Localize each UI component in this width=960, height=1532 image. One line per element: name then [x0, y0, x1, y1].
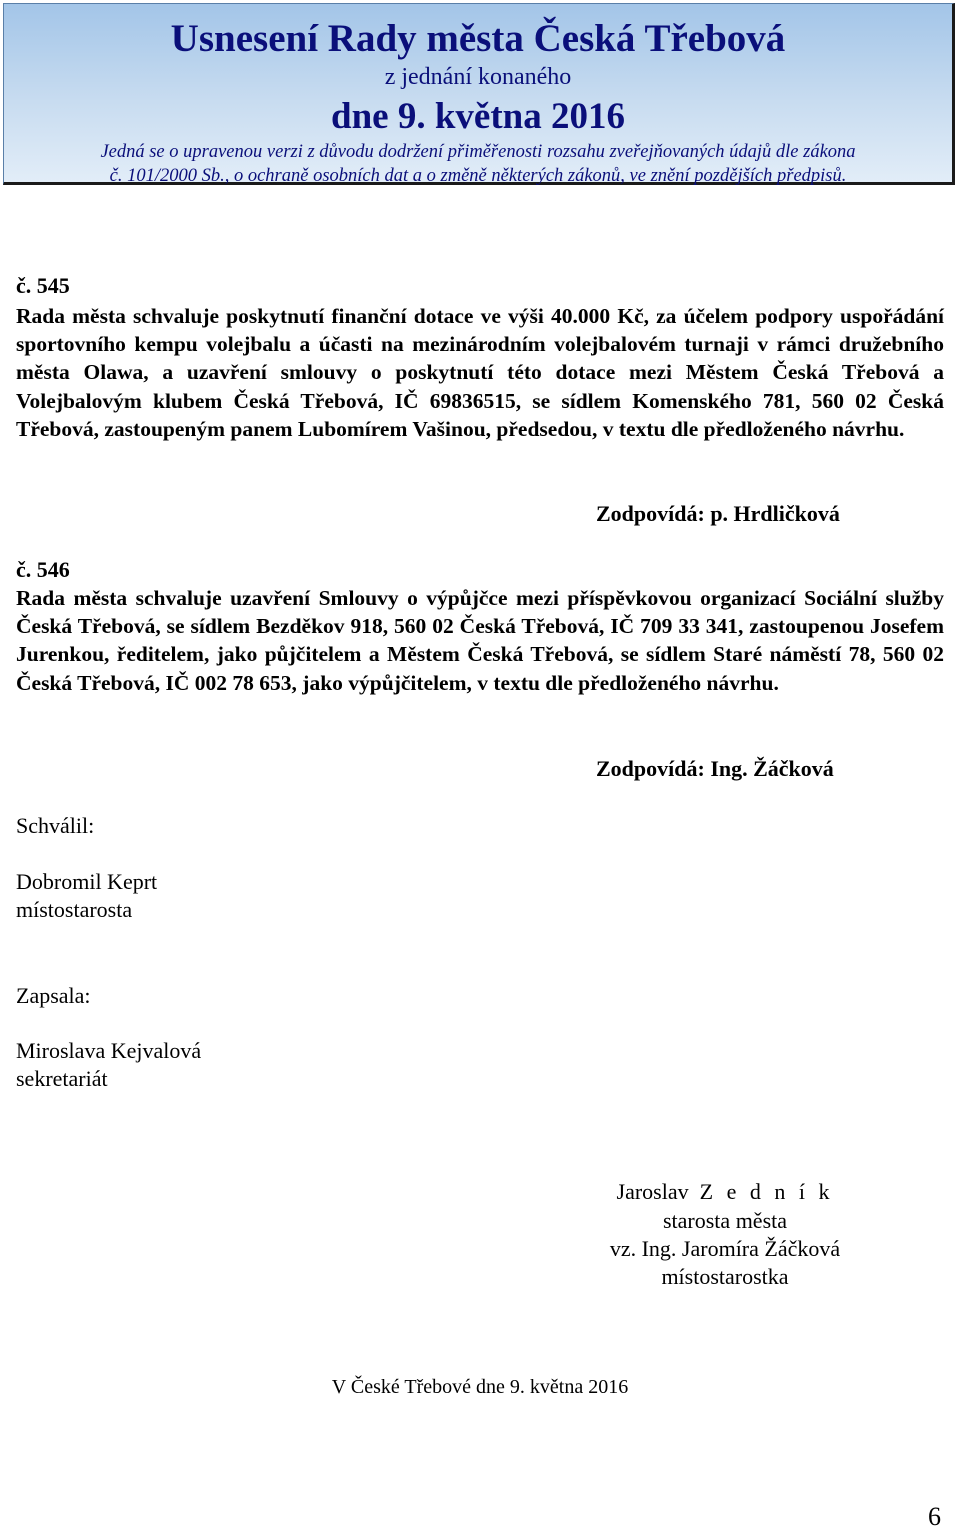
mayor-first-name: Jaroslav [616, 1179, 689, 1204]
document-subtitle: z jednání konaného [384, 64, 572, 90]
header-box [3, 3, 955, 185]
approval-label: Schválil: [16, 813, 95, 838]
recorder-name: Miroslava Kejvalová [16, 1038, 202, 1063]
resolution-545-responsible: Zodpovídá: p. Hrdličková [596, 501, 840, 526]
document-title: Usnesení Rady města Česká Třebová [170, 17, 786, 60]
privacy-note-line-2: č. 101/2000 Sb., o ochraně osobních dat a o změně některých zákonů, ve znění pozdějších předpisů. [109, 166, 847, 186]
deputy-signatory-role: místostarostka [661, 1264, 789, 1289]
resolution-545-text: Rada města schvaluje poskytnutí finanční dotace ve výši 40.000 Kč, za účelem podpory uspořádání sportovního kempu volejbalu a účasti na mezinárodním volejbalovém turnaji v rámci družebního města Olawa, a uzavření smlouvy o poskytnutí této dotace mezi Městem Česká Třebová a Volejbalovým klubem Česká Třebová, IČ 69836515, se sídlem Komenského 781, 560 02 Česká Třebová, zastoupeným panem Lubomírem Vašinou, předsedou, v textu dle předloženého návrhu. [16, 304, 944, 441]
recorder-role: sekretariát [16, 1066, 108, 1091]
place-and-date: V České Třebové dne 9. května 2016 [331, 1376, 629, 1398]
mayor-role: starosta města [662, 1208, 788, 1233]
page-number: 6 [928, 1502, 941, 1531]
resolution-545-number: č. 545 [16, 273, 70, 298]
mayor-last-name: Z e d n í k [699, 1179, 834, 1204]
approver-role: místostarosta [16, 897, 133, 922]
resolution-546-number: č. 546 [16, 557, 70, 582]
mayor-name [560, 1178, 890, 1207]
privacy-note-line-1: Jedná se o upravenou verzi z důvodu dodržení přiměřenosti rozsahu zveřejňovaných údajů dle zákona [100, 142, 856, 162]
resolution-546-responsible: Zodpovídá: Ing. Žáčková [596, 756, 834, 781]
approver-name: Dobromil Keprt [16, 869, 158, 894]
deputy-signatory: vz. Ing. Jaromíra Žáčková [609, 1236, 841, 1261]
recorder-label: Zapsala: [16, 983, 91, 1008]
resolution-546-text: Rada města schvaluje uzavření Smlouvy o výpůjčce mezi příspěvkovou organizací Sociální služby Česká Třebová, se sídlem Bezděkov 918, 560 02 Česká Třebová, IČ 709 33 341, zastoupenou Josefem Jurenkou, ředitelem, jako půjčitelem a Městem Česká Třebová, se sídlem Staré náměstí 78, 560 02 Česká Třebová, IČ 002 78 653, jako výpůjčitelem, v textu dle předloženého návrhu. [16, 586, 944, 695]
meeting-date: dne 9. května 2016 [331, 96, 625, 137]
